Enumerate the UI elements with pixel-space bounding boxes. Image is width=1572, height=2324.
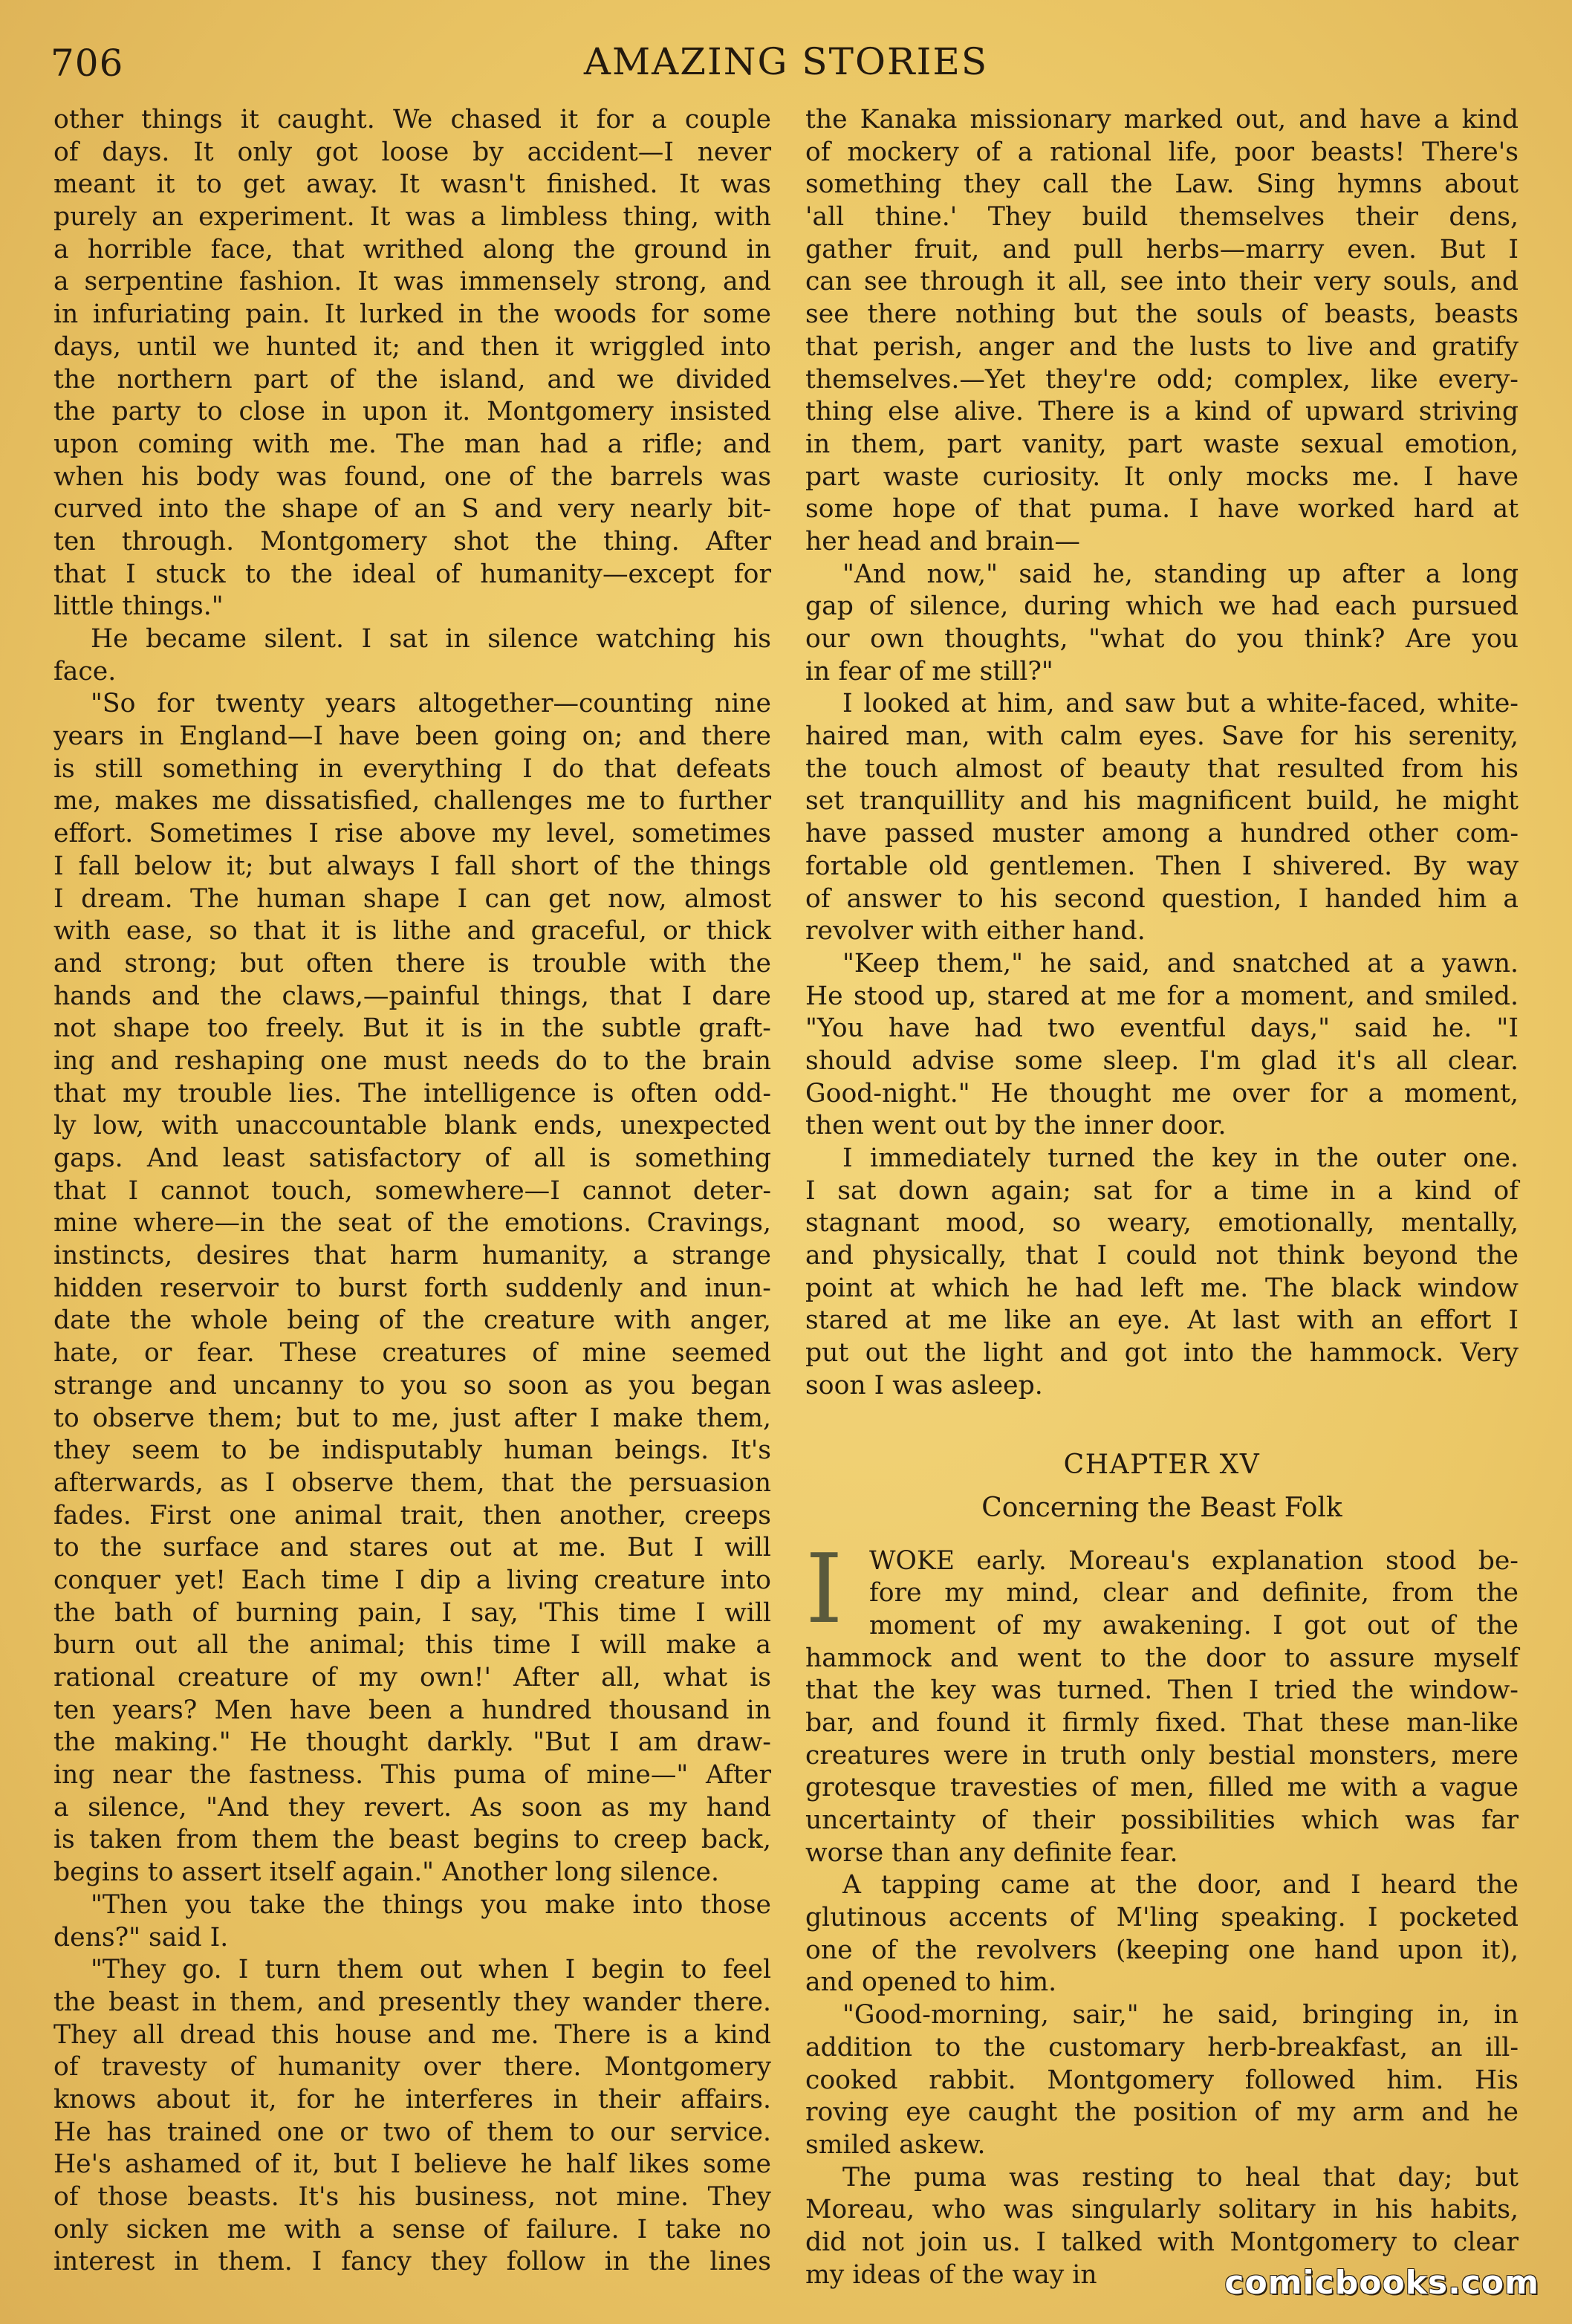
text-line: and opened to him. [805,1967,1057,1998]
text-line: little things." [53,591,224,622]
text-line: rational creature of my own!' After all, what is [53,1663,771,1692]
text-line: part waste curiosity. It only mocks me. I have [805,461,1519,492]
text-line: begins to assert itself again." Another long silence. [53,1857,719,1888]
text-line: thing else alive. There is a kind of upward striving [805,397,1519,427]
text-line: the northern part of the island, and we divided [53,364,771,395]
text-line: date the whole being of the creature with anger, [53,1305,771,1336]
text-line: ing near the fastness. This puma of mine—" After [53,1760,771,1791]
text-line: to the surface and stares out at me. But I will [53,1533,771,1563]
text-line: Good-night." He thought me over for a moment, [805,1078,1519,1109]
text-line: one of the revolvers (keeping one hand upon it), [805,1935,1519,1965]
watermark-logo: comicbooks.com [1224,2264,1539,2302]
text-line: ten years? Men have been a hundred thousand in [53,1695,771,1725]
text-line: years in England—I have been going on; and there [53,721,771,752]
text-line: then went out by the inner door. [805,1111,1227,1141]
text-line: a horrible face, that writhed along the ground in [53,234,771,264]
text-line: WOKE early. Moreau's explanation stood be- [869,1545,1519,1576]
text-line: A tapping came at the door, and I heard the [842,1870,1519,1901]
text-line: conquer yet! Each time I dip a living creature into [53,1565,771,1595]
text-line: 'all thine.' They build themselves their dens, [805,202,1519,233]
chapter-heading: CHAPTER XV [1063,1449,1261,1480]
text-line: grotesque travesties of men, filled me with a vague [805,1773,1519,1803]
text-line: is still something in everything I do that defeats [53,753,771,784]
text-line: put out the light and got into the hammock. Very [805,1338,1519,1369]
text-line: "And now," said he, standing up after a long [842,559,1519,589]
text-line: the making." He thought darkly. "But I am draw- [53,1727,771,1758]
text-line: bar, and found it firmly fixed. That these man-like [805,1707,1519,1738]
text-line: her head and brain— [805,526,1080,556]
text-line: the bath of burning pain, I say, 'This time I will [53,1597,771,1628]
text-line: a silence, "And they revert. As soon as my hand [53,1792,771,1822]
text-line: instincts, desires that harm humanity, a strange [53,1241,771,1271]
text-line: strange and uncanny to you so soon as you began [53,1370,771,1400]
text-line: glutinous accents of M'ling speaking. I pocketed [805,1903,1519,1933]
text-line: in fear of me still?" [805,656,1053,687]
text-line: I sat down again; sat for a time in a kind of [805,1175,1519,1206]
text-line: He became silent. I sat in silence watching his [91,624,771,654]
text-line: a serpentine fashion. It was immensely strong, and [53,267,771,297]
text-line: my ideas of the way in [805,2259,1097,2290]
text-line: of those beasts. It's his business, not mine. They [53,2182,771,2212]
text-line: should advise some sleep. I'm glad it's all clear. [805,1045,1519,1076]
text-line: the Kanaka missionary marked out, and have a kind [805,105,1519,134]
text-line: He stood up, stared at me for a moment, and smiled. [805,981,1519,1011]
text-line: knows about it, for he interferes in their affairs. [53,2084,771,2114]
text-line: "Then you take the things you make into those [91,1889,771,1920]
text-line: in infuriating pain. It lurked in the woods for some [53,299,771,330]
text-line: ten through. Montgomery shot the thing. After [53,526,771,556]
text-line: I dream. The human shape I can get now, almost [53,883,771,914]
text-line: "They go. I turn them out when I begin to feel [91,1955,771,1985]
text-line: gather fruit, and pull herbs—marry even. But I [805,234,1519,264]
text-line: set tranquillity and his magnificent build, he might [805,786,1519,817]
text-line: some hope of that puma. I have worked hard at [805,494,1519,525]
text-line: they seem to be indisputably human beings. It's [53,1435,771,1466]
text-line: and strong; but often there is trouble with the [53,948,771,978]
text-line: stagnant mood, so weary, emotionally, mentally, [805,1208,1519,1239]
text-line: hate, or fear. These creatures of mine seemed [53,1338,771,1369]
text-line: our own thoughts, "what do you think? Are you [805,624,1519,654]
page-number: 706 [51,42,124,85]
text-line: Moreau, who was singularly solitary in his habits, [805,2195,1519,2225]
text-line: of travesty of humanity over there. Montgomery [53,2052,771,2083]
text-line: worse than any definite fear. [805,1837,1178,1868]
text-line: face. [53,656,117,687]
text-line: with ease, so that it is lithe and graceful, or thick [53,916,771,947]
text-line: that perish, anger and the lusts to live and gratify [805,331,1519,362]
text-line: haired man, with calm eyes. Save for his serenity, [805,721,1519,752]
text-line: hands and the claws,—painful things, that I dare [53,981,771,1011]
text-line: purely an experiment. It was a limbless thing, with [53,202,771,233]
text-line: soon I was asleep. [805,1370,1043,1400]
text-line: the beast in them, and presently they wander there. [53,1987,771,2017]
text-line: the touch almost of beauty that resulted from his [805,753,1519,784]
text-line: the party to close in upon it. Montgomery insisted [53,397,771,427]
text-line: afterwards, as I observe them, that the persuasion [53,1467,771,1498]
text-line: stared at me like an eye. At last with an effort I [805,1305,1519,1336]
chapter-subtitle: Concerning the Beast Folk [981,1492,1342,1523]
text-line: ly low, with unaccountable blank ends, unexpected [53,1111,771,1141]
running-head: AMAZING STORIES [583,40,989,83]
drop-cap: I [805,1533,843,1645]
text-line: effort. Sometimes I rise above my level, sometimes [53,819,771,849]
text-line: see there nothing but the souls of beasts, beasts [805,299,1519,330]
text-line: hidden reservoir to burst forth suddenly and inun- [53,1273,771,1303]
text-line: I looked at him, and saw but a white-faced, white- [842,689,1519,719]
text-line: of mockery of a rational life, poor beasts! There's [805,137,1519,167]
text-line: They all dread this house and me. There is a kind [53,2019,771,2050]
text-line: fore my mind, clear and definite, from the [869,1578,1519,1609]
text-line: days, until we hunted it; and then it wriggled into [53,331,771,362]
text-line: hammock and went to the door to assure myself [805,1643,1519,1673]
right-column [805,104,1519,2291]
chapter-text [805,1533,1519,2292]
chapter-body [805,1533,1519,2292]
text-line: other things it caught. We chased it for a couple [53,105,771,134]
text-line: "Good-morning, sair," he said, bringing in, in [842,2000,1519,2031]
text-line: did not join us. I talked with Montgomery to clear [805,2227,1519,2257]
text-line: me, makes me dissatisfied, challenges me to further [53,786,771,817]
text-line: that I stuck to the ideal of humanity—except for [53,559,771,589]
right-column-top-text [805,104,1519,1403]
text-line: have passed muster among a hundred other com- [805,819,1519,849]
text-line: themselves.—Yet they're odd; complex, like every- [805,364,1519,395]
text-line: that I cannot touch, somewhere—I cannot deter- [53,1175,771,1206]
text-line: upon coming with me. The man had a rifle; and [53,429,771,459]
text-line: that the key was turned. Then I tried the window- [805,1675,1519,1706]
text-line: is taken from them the beast begins to creep back, [53,1825,771,1855]
text-line: dens?" said I. [53,1922,229,1953]
text-line: "So for twenty years altogether—counting nine [91,689,771,719]
text-line: burn out all the animal; this time I will make a [53,1630,771,1661]
left-column [53,104,771,2279]
text-line: curved into the shape of an S and very nearly bit- [53,494,771,525]
text-line: something they call the Law. Sing hymns about [805,169,1519,200]
text-line: creatures were in truth only bestial monsters, mere [805,1740,1519,1770]
text-line: can see through it all, see into their very souls, and [805,267,1519,297]
text-line: meant it to get away. It wasn't finished. It was [53,169,771,200]
text-line: mine where—in the seat of the emotions. Cravings, [53,1208,771,1239]
text-line: The puma was resting to heal that day; but [842,2162,1519,2192]
text-line: when his body was found, one of the barrels was [53,461,771,492]
text-line: He has trained one or two of them to our service. [53,2117,771,2147]
text-line: smiled askew. [805,2129,986,2160]
text-line: ing and reshaping one must needs do to the brain [53,1045,771,1076]
text-line: of answer to his second question, I handed him a [805,883,1519,914]
text-line: He's ashamed of it, but I believe he half likes some [53,2149,771,2180]
text-line: addition to the customary herb-breakfast, an ill- [805,2032,1519,2062]
text-line: "You have had two eventful days," said he. "I [805,1013,1519,1044]
text-line: in them, part vanity, part waste sexual emotion, [805,429,1519,459]
text-line: interest in them. I fancy they follow in the lines [53,2247,771,2277]
text-line: gap of silence, during which we had each pursued [805,591,1519,622]
text-line: gaps. And least satisfactory of all is something [53,1143,771,1173]
text-line: moment of my awakening. I got out of the [869,1610,1519,1640]
text-line: roving eye caught the position of my arm and he [805,2097,1519,2128]
text-line: fades. First one animal trait, then another, creeps [53,1500,771,1531]
text-line: that my trouble lies. The intelligence is often odd- [53,1078,771,1109]
text-line: revolver with either hand. [805,916,1146,947]
text-line: point at which he had left me. The black window [805,1273,1519,1303]
text-line: cooked rabbit. Montgomery followed him. His [805,2065,1519,2095]
text-line: to observe them; but to me, just after I make them, [53,1403,771,1433]
text-line: only sicken me with a sense of failure. I take no [53,2214,771,2245]
text-line: "Keep them," he said, and snatched at a yawn. [842,948,1519,978]
text-line: of days. It only got loose by accident—I never [53,137,771,167]
text-line: I immediately turned the key in the outer one. [842,1143,1519,1173]
text-line: not shape too freely. But it is in the subtle graft- [53,1013,771,1044]
text-line: I fall below it; but always I fall short of the things [53,851,771,881]
text-line: and physically, that I could not think beyond the [805,1241,1519,1271]
text-line: fortable old gentlemen. Then I shivered. By way [805,851,1519,881]
text-line: uncertainty of their possibilities which was far [805,1805,1519,1835]
